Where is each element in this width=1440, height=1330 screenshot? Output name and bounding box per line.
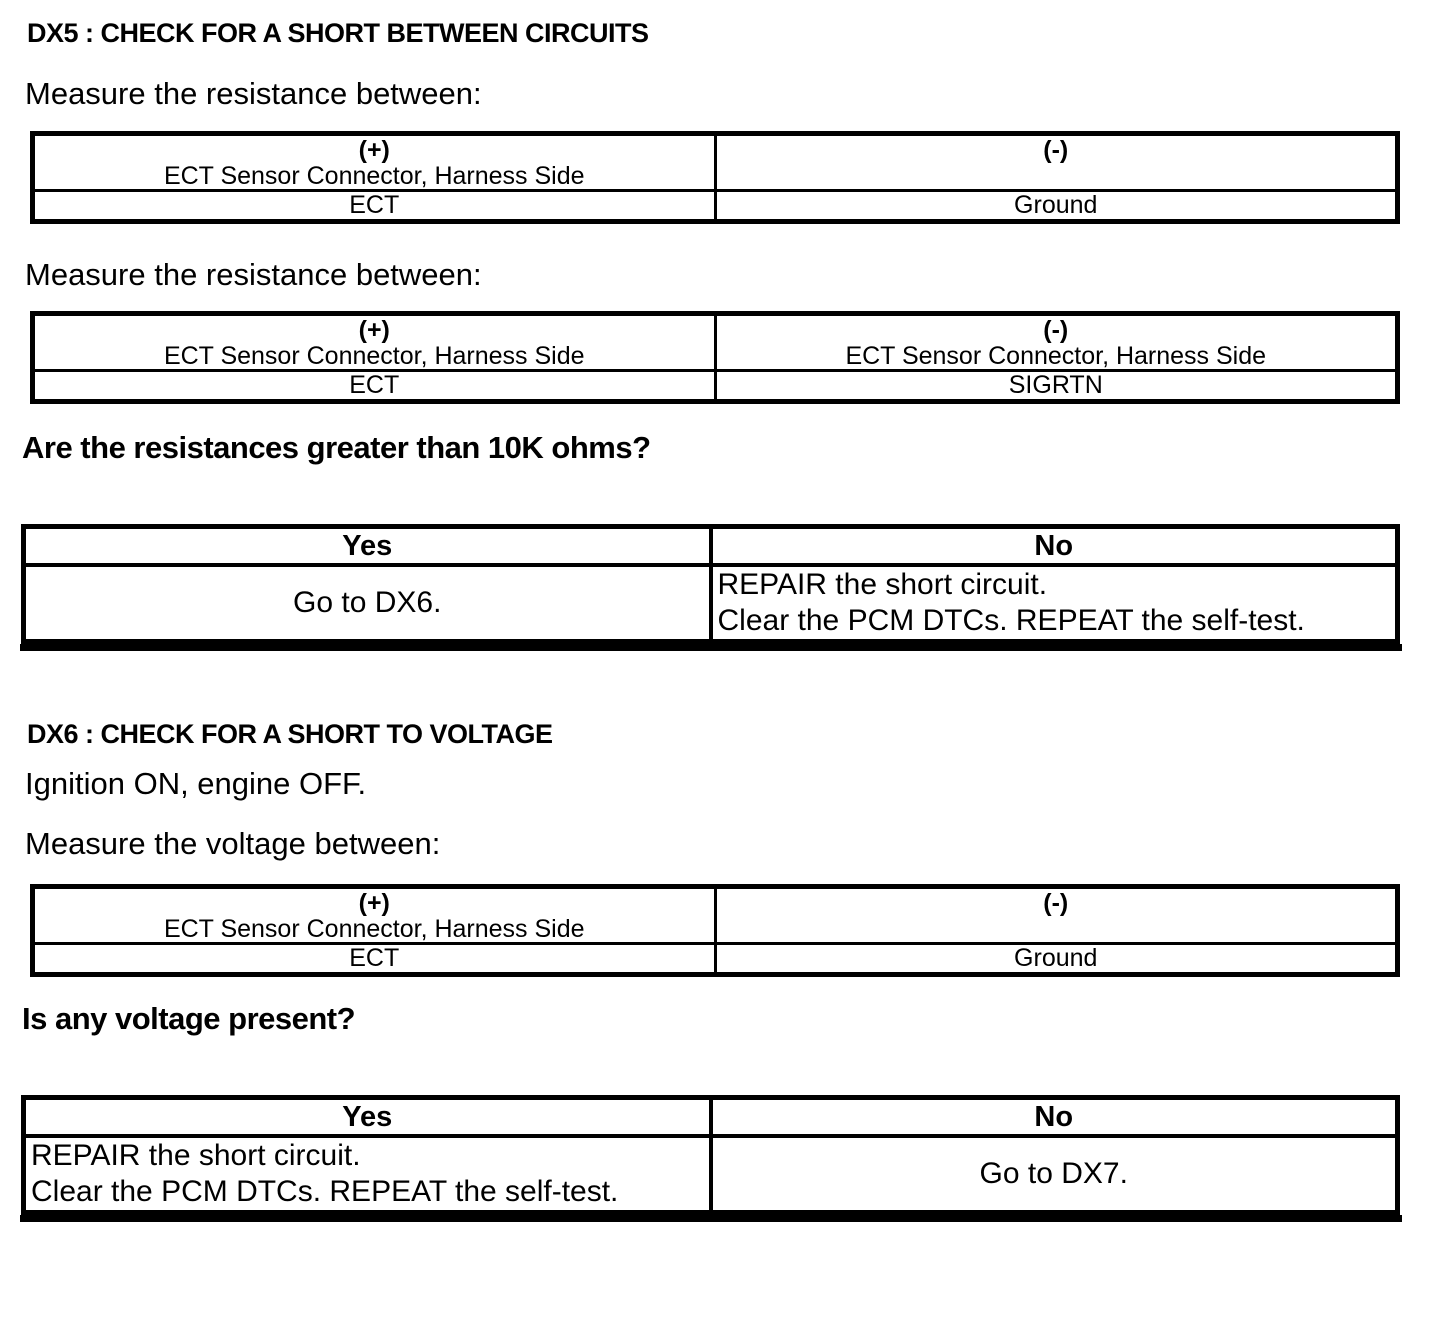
plus-header-cell: [33, 887, 716, 944]
no-action-line-1: REPAIR the short circuit.: [717, 568, 1048, 601]
measure-header-row: [33, 887, 1398, 944]
dx6-precondition: Ignition ON, engine OFF.: [25, 766, 367, 801]
dx6-measure-table: [30, 884, 1400, 977]
yes-header-cell: Yes: [24, 527, 711, 566]
minus-location-label: [717, 916, 1396, 942]
measure-pin-row: [33, 371, 1398, 402]
plus-pin-cell: ECT: [33, 371, 716, 402]
page-bottom-rule: [20, 1215, 1402, 1222]
decision-action-row: [24, 565, 1398, 642]
no-action-cell: [711, 1136, 1398, 1213]
minus-sign-label: (-): [1043, 316, 1069, 344]
dx5-section-heading: DX5 : CHECK FOR A SHORT BETWEEN CIRCUITS: [27, 18, 649, 48]
plus-location-label: ECT Sensor Connector, Harness Side: [163, 915, 585, 943]
no-header-cell: No: [711, 1098, 1398, 1137]
dx6-measure-instruction: Measure the voltage between:: [25, 826, 441, 861]
yes-action-cell: [24, 565, 711, 642]
yes-action-cell: [24, 1136, 711, 1213]
minus-pin-cell: Ground: [715, 191, 1398, 222]
no-action-line-2: Clear the PCM DTCs. REPEAT the self-test.: [717, 604, 1305, 637]
no-action-text: Go to DX7.: [979, 1157, 1128, 1190]
yes-action-text: Go to DX6.: [293, 586, 442, 619]
minus-sign-label: (-): [1043, 136, 1069, 164]
minus-header-cell: [715, 134, 1398, 191]
plus-sign-label: (+): [358, 316, 390, 344]
plus-header-cell: [33, 134, 716, 191]
measure-header-row: [33, 134, 1398, 191]
measure-header-row: [33, 314, 1398, 371]
plus-location-label: ECT Sensor Connector, Harness Side: [163, 162, 585, 190]
measure-pin-row: [33, 944, 1398, 975]
decision-header-row: [24, 527, 1398, 566]
plus-header-cell: [33, 314, 716, 371]
dx5-measure-table-2: [30, 311, 1400, 404]
decision-action-row: [24, 1136, 1398, 1213]
plus-pin-cell: ECT: [33, 944, 716, 975]
measure-pin-row: [33, 191, 1398, 222]
yes-action-line-1: REPAIR the short circuit.: [31, 1139, 361, 1172]
dx5-question: Are the resistances greater than 10K ohms?: [22, 430, 651, 465]
plus-pin-cell: ECT: [33, 191, 716, 222]
dx6-decision-table: [21, 1095, 1400, 1215]
plus-sign-label: (+): [358, 889, 390, 917]
minus-location-label: [717, 163, 1396, 189]
yes-header-cell: Yes: [24, 1098, 711, 1137]
plus-sign-label: (+): [358, 136, 390, 164]
dx5-measure-table-1: [30, 131, 1400, 224]
dx6-section-heading: DX6 : CHECK FOR A SHORT TO VOLTAGE: [27, 719, 553, 749]
section-divider: [20, 644, 1402, 651]
dx5-measure1-instruction: Measure the resistance between:: [25, 76, 482, 111]
dx5-decision-table: [21, 524, 1400, 644]
plus-location-label: ECT Sensor Connector, Harness Side: [163, 342, 585, 370]
dx6-question: Is any voltage present?: [22, 1001, 356, 1036]
yes-action-line-2: Clear the PCM DTCs. REPEAT the self-test.: [31, 1175, 619, 1208]
no-action-cell: [711, 565, 1398, 642]
no-header-cell: No: [711, 527, 1398, 566]
minus-sign-label: (-): [1043, 889, 1069, 917]
minus-header-cell: [715, 314, 1398, 371]
decision-header-row: [24, 1098, 1398, 1137]
dx5-measure2-instruction: Measure the resistance between:: [25, 257, 482, 292]
minus-header-cell: [715, 887, 1398, 944]
minus-pin-cell: Ground: [715, 944, 1398, 975]
minus-location-label: ECT Sensor Connector, Harness Side: [845, 342, 1267, 370]
minus-pin-cell: SIGRTN: [715, 371, 1398, 402]
